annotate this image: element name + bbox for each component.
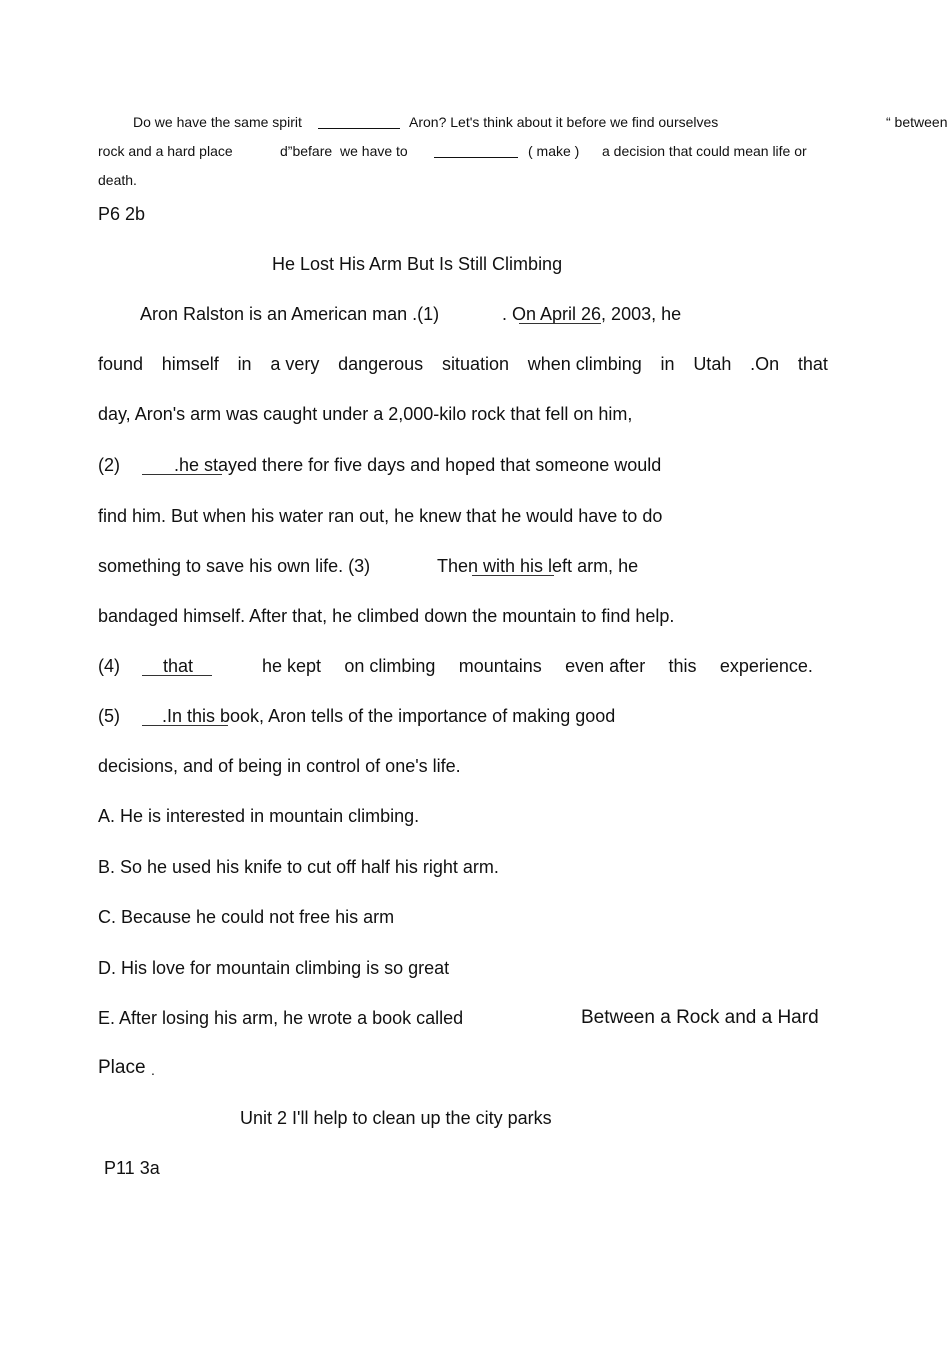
word: situation <box>441 354 509 374</box>
article-line3: day, Aron's arm was caught under a 2,000-kilo rock that fell on him, <box>98 404 633 424</box>
word: experience. <box>719 656 813 676</box>
article-line9: .In this book, Aron tells of the importance of making good <box>162 706 616 726</box>
article-line2 <box>98 355 828 373</box>
answer-blank <box>434 157 518 158</box>
intro-line1-end: “ between <box>886 114 948 130</box>
option-e: E. After losing his arm, he wrote a book called <box>98 1008 464 1028</box>
word: himself <box>161 354 219 374</box>
answer-blank <box>142 725 228 726</box>
period: . <box>151 1062 155 1078</box>
article-line1-end: . On April 26, 2003, he <box>502 304 682 324</box>
unit-title: Unit 2 I'll help to clean up the city parks <box>240 1108 552 1128</box>
intro-line2-garbled: d”befare <box>280 143 333 159</box>
intro-line3: death. <box>98 172 137 188</box>
article-line10: decisions, and of being in control of one's life. <box>98 756 461 776</box>
answer-blank <box>142 474 222 475</box>
option-c: C. Because he could not free his arm <box>98 907 395 927</box>
answer-blank <box>318 128 400 129</box>
intro-line2-we-have-to: we have to <box>340 143 408 159</box>
intro-line2-hint: ( make ) <box>528 143 580 159</box>
intro-line2-end: a decision that could mean life or <box>602 143 807 159</box>
word: this <box>668 656 697 676</box>
word: that <box>797 354 828 374</box>
intro-line2-start: rock and a hard place <box>98 143 233 159</box>
word: when climbing <box>527 354 642 374</box>
word: .On <box>750 354 780 374</box>
word: mountains <box>458 656 542 676</box>
blank-number-4: (4) <box>98 656 120 676</box>
filled-answer-4: that <box>163 656 194 676</box>
blank-number-5: (5) <box>98 706 120 726</box>
word: dangerous <box>338 354 424 374</box>
underline <box>519 323 601 324</box>
option-a: A. He is interested in mountain climbing. <box>98 806 420 826</box>
article-line1-start: Aron Ralston is an American man .(1) <box>140 304 440 324</box>
book-title: Between a Rock and a Hard <box>581 1007 819 1028</box>
article-line6-start: something to save his own life. (3) <box>98 556 371 576</box>
article-line6-end: Then with his left arm, he <box>437 556 639 576</box>
option-b: B. So he used his knife to cut off half his right arm. <box>98 857 499 877</box>
word: Utah <box>693 354 732 374</box>
article-line8 <box>262 657 813 675</box>
word: found <box>98 354 144 374</box>
word: in <box>237 354 252 374</box>
underline <box>472 575 554 576</box>
article-line4: .he stayed there for five days and hoped that someone would <box>174 455 662 475</box>
word: on climbing <box>344 656 436 676</box>
article-line5: find him. But when his water ran out, he knew that he would have to do <box>98 506 663 526</box>
word: a very <box>270 354 320 374</box>
option-d: D. His love for mountain climbing is so great <box>98 958 450 978</box>
word: in <box>660 354 675 374</box>
book-title-end: Place <box>98 1057 146 1078</box>
word: he kept <box>262 656 322 676</box>
article-line7: bandaged himself. After that, he climbed down the mountain to find help. <box>98 606 675 626</box>
word: even after <box>565 656 646 676</box>
answer-blank <box>142 675 212 676</box>
section-label-p11: P11 3a <box>104 1158 160 1178</box>
intro-line1-start: Do we have the same spirit <box>133 114 302 130</box>
article-title: He Lost His Arm But Is Still Climbing <box>272 254 563 274</box>
section-label-p6: P6 2b <box>98 204 146 224</box>
blank-number-2: (2) <box>98 455 120 475</box>
intro-line1-middle: Aron? Let's think about it before we find ourselves <box>409 114 719 130</box>
